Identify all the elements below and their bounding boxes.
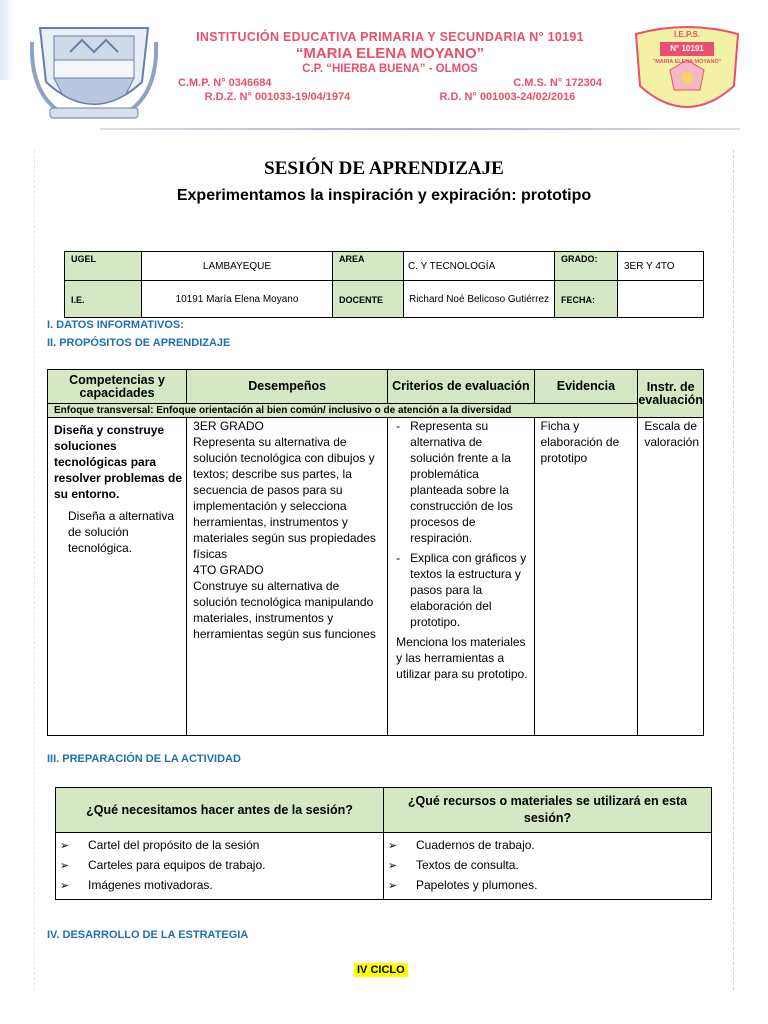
seal-text-2: N° 10191 (670, 44, 704, 53)
seal-text-3: "MARIA ELENA MOYANO" (652, 59, 722, 65)
ugel-label: UGEL (65, 252, 142, 281)
header-instrumento: Instr. de evaluación (638, 370, 704, 418)
recursos-cell (384, 833, 712, 900)
preparacion-header-row (56, 788, 712, 833)
grado-4-desempeno: Construye su alternativa de solución tecnológica manipulando materiales, instrumentos y herramientas según sus funciones (193, 579, 376, 641)
desempenos-content (187, 418, 387, 642)
propositos-content-row (48, 418, 704, 736)
recurso-item-2: Textos de consulta. (416, 858, 519, 872)
criterios-cell (388, 418, 534, 736)
school-crest-logo (30, 22, 158, 126)
rd-code: R.D. N° 001003-24/02/2016 (439, 91, 576, 103)
school-header (160, 30, 620, 103)
crest-emblem-icon (30, 22, 158, 126)
arrow-bullet-icon: ➢ (60, 859, 70, 872)
seal-text-1: I.E.P.S. (673, 30, 701, 39)
list-item (384, 855, 711, 875)
capacidad-text: Diseña a alternativa de solución tecnológica. (68, 509, 175, 555)
header-antes-sesion: ¿Qué necesitamos hacer antes de la sesión? (56, 788, 384, 833)
school-motto-name: “MARIA ELENA MOYANO” (295, 45, 485, 62)
margin-guide-left (34, 150, 35, 990)
cms-code: C.M.S. N° 172304 (513, 77, 602, 89)
recurso-item-1: Cuadernos de trabajo. (416, 838, 535, 852)
header-evidencia: Evidencia (534, 370, 638, 404)
arrow-bullet-icon: ➢ (60, 879, 70, 892)
recurso-item-3: Papelotes y plumones. (416, 878, 538, 892)
list-item (384, 875, 711, 895)
list-item (56, 855, 383, 875)
competencia-cell (48, 418, 187, 736)
grado-4-label: 4TO GRADO (193, 563, 264, 577)
margin-guide-right (733, 150, 734, 990)
ciclo-badge: IV CICLO (354, 963, 408, 977)
rdz-code: R.D.Z. N° 001033-19/04/1974 (204, 91, 351, 103)
criterio-item (390, 550, 529, 630)
antes-item-2: Carteles para equipos de trabajo. (88, 858, 266, 872)
criterio-item (390, 418, 529, 546)
preparacion-content-row (56, 833, 712, 900)
grado-3-label: 3ER GRADO (193, 419, 264, 433)
fecha-value (618, 281, 704, 318)
propositos-header-row (48, 370, 704, 404)
page-shadow (0, 0, 14, 80)
area-label: AREA (333, 252, 404, 281)
header-criterios: Criterios de evaluación (388, 370, 534, 404)
arrow-bullet-icon: ➢ (388, 839, 398, 852)
criterio-2: Explica con gráficos y textos la estructura y pasos para la elaboración del prototipo. (410, 551, 527, 629)
header-competencias: Competencias y capacidades (48, 370, 187, 404)
desempenos-cell (187, 418, 388, 736)
docente-label: DOCENTE (333, 281, 404, 318)
antes-sesion-cell (56, 833, 384, 900)
dash-bullet-icon: - (396, 419, 401, 433)
school-location: C.P. “HIERBA BUENA” - OLMOS (302, 63, 478, 75)
section-preparacion: III. PREPARACIÓN DE LA ACTIVIDAD (47, 753, 241, 765)
info-table (64, 251, 704, 318)
school-name: INSTITUCIÓN EDUCATIVA PRIMARIA Y SECUNDARIA N° 10191 (196, 30, 584, 44)
arrow-bullet-icon: ➢ (388, 879, 398, 892)
ie-value: 10191 María Elena Moyano (142, 281, 333, 318)
grado-3-desempeno: Representa su alternativa de solución tecnológica con dibujos y textos; describe sus partes, la secuencia de pasos para su implementación y selecciona herramientas, instrumentos y materiales según sus propiedades físicas (193, 435, 376, 561)
antes-item-1: Cartel del propósito de la sesión (88, 838, 260, 852)
evidencia-cell: Ficha y elaboración de prototipo (534, 418, 638, 736)
header-recursos: ¿Qué recursos o materiales se utilizará en esta sesión? (384, 788, 712, 833)
arrow-bullet-icon: ➢ (60, 839, 70, 852)
arrow-bullet-icon: ➢ (388, 859, 398, 872)
dash-bullet-icon: - (396, 551, 401, 565)
enfoque-row (48, 404, 704, 418)
section-desarrollo: IV. DESARROLLO DE LA ESTRATEGIA (47, 929, 249, 941)
page-title: SESIÓN DE APRENDIZAJE (264, 158, 504, 179)
school-resolutions (160, 91, 620, 103)
grado-label: GRADO: (555, 252, 618, 281)
section-datos-informativos: I. DATOS INFORMATIVOS: (47, 319, 184, 331)
grado-value: 3ER Y 4TO (618, 252, 704, 281)
cmp-code: C.M.P. N° 0346684 (178, 77, 272, 89)
fecha-label: FECHA: (555, 281, 618, 318)
info-row-2 (65, 281, 704, 318)
criterio-3: Menciona los materiales y las herramientas a utilizar para su prototipo. (396, 635, 528, 681)
session-subtitle: Experimentamos la inspiración y expiración: prototipo (176, 187, 592, 204)
list-item (56, 875, 383, 895)
ugel-value: LAMBAYEQUE (142, 252, 333, 281)
header-desempenos: Desempeños (187, 370, 388, 404)
docente-value: Richard Noé Belicoso Gutiérrez (404, 281, 555, 318)
section-propositos: II. PROPÓSITOS DE APRENDIZAJE (47, 337, 231, 349)
competencia-title: Diseña y construye soluciones tecnológicas para resolver problemas de su entorno. (54, 423, 183, 501)
enfoque-transversal: Enfoque transversal: Enfoque orientación al bien común/ inclusivo o de atención a la diversidad (48, 404, 638, 418)
school-seal-logo (630, 20, 744, 128)
header-divider (100, 128, 740, 130)
list-item (384, 835, 711, 855)
propositos-table (47, 369, 704, 736)
info-row-1 (65, 252, 704, 281)
ie-label: I.E. (65, 281, 142, 318)
instrumento-cell: Escala de valoración (638, 418, 704, 736)
list-item (56, 835, 383, 855)
area-value: C. Y TECNOLOGÍA (404, 252, 555, 281)
school-codes (160, 77, 620, 89)
preparacion-table (55, 787, 712, 900)
antes-item-3: Imágenes motivadoras. (88, 878, 213, 892)
criterio-1: Representa su alternativa de solución frente a la problemática planteada sobre la construcción de los procesos de respiración. (410, 419, 513, 545)
